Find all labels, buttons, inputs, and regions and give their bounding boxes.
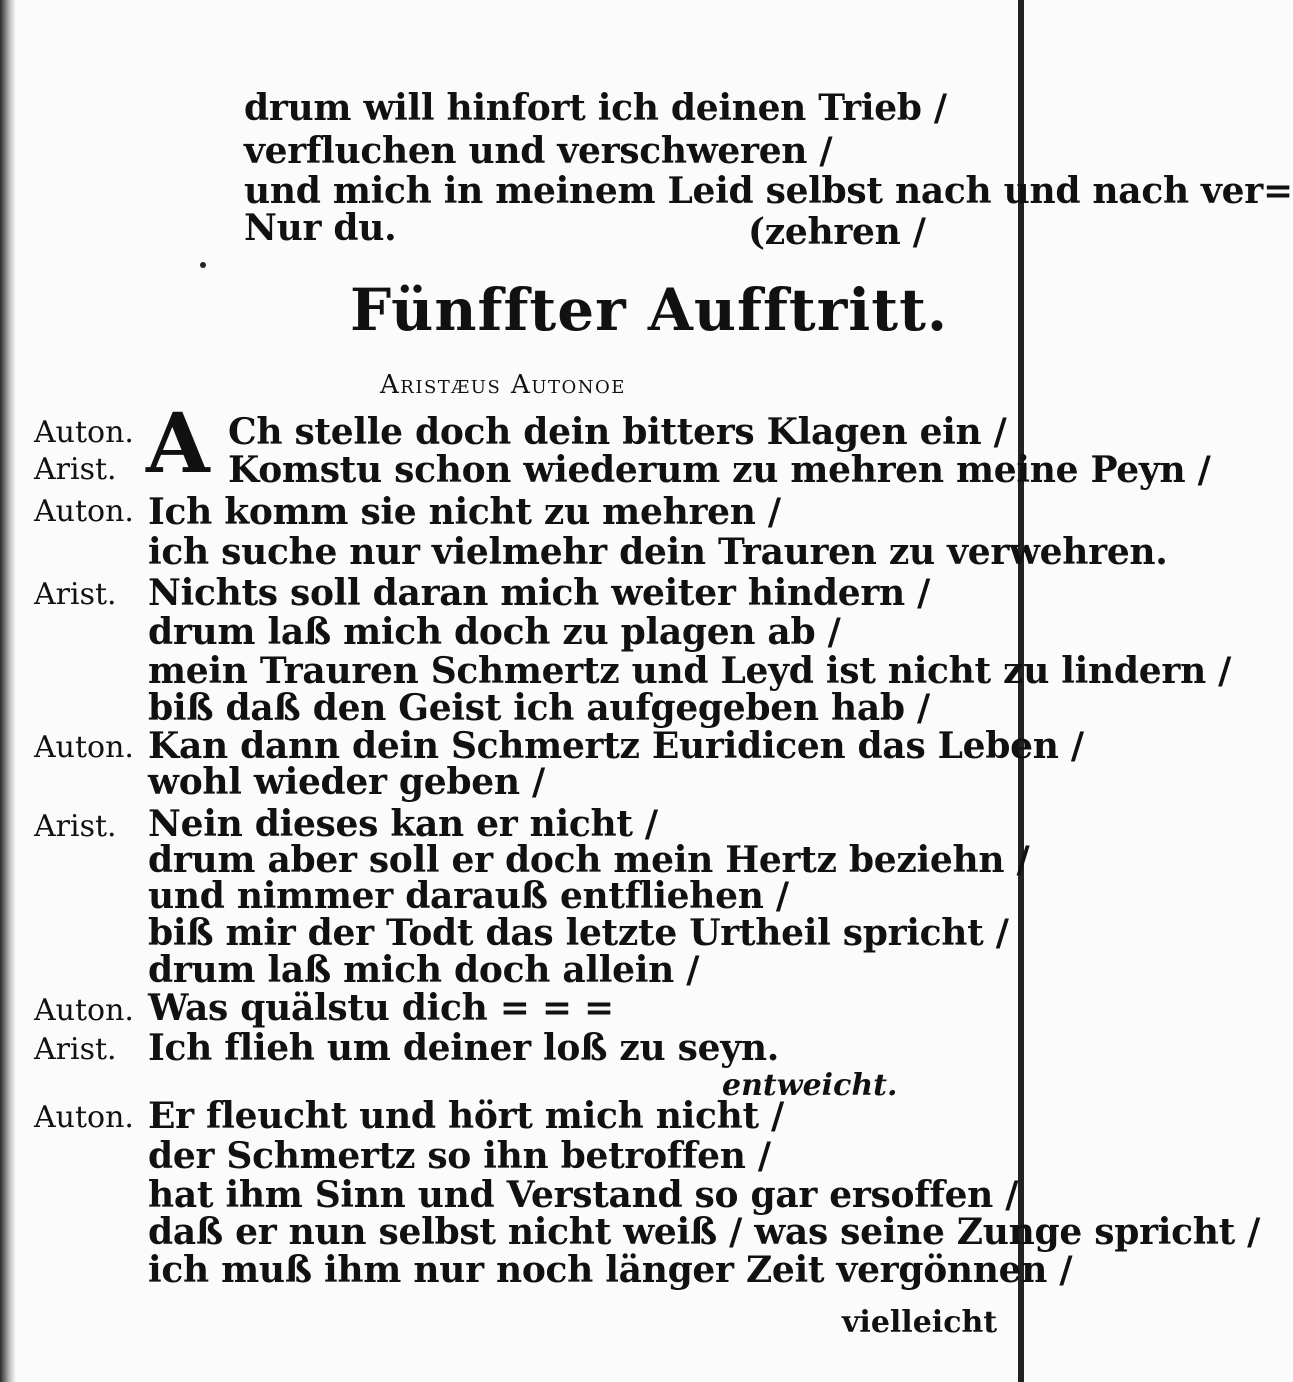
drop-cap: A: [146, 396, 210, 492]
dialogue-line: daß er nun selbst nicht weiß / was seine Zunge spricht /: [148, 1211, 1261, 1253]
text-line: Nur du.: [244, 207, 397, 249]
dialogue-line: drum aber soll er doch mein Hertz beziehn /: [148, 839, 1030, 881]
text-line: (zehren /: [748, 211, 926, 253]
dialogue-line: ich suche nur vielmehr dein Trauren zu verwehren.: [148, 531, 1168, 573]
speaker-label: Arist.: [34, 452, 117, 487]
dialogue-line: biß mir der Todt das letzte Urtheil spricht /: [148, 912, 1009, 954]
dialogue-line: der Schmertz so ihn betroffen /: [148, 1135, 771, 1177]
scene-title: Fünffter Aufftritt.: [350, 276, 949, 344]
dialogue-line: Komstu schon wiederum zu mehren meine Peyn /: [228, 449, 1211, 491]
speaker-label: Auton.: [34, 1100, 134, 1135]
speaker-label: Auton.: [34, 494, 134, 529]
dialogue-line: ich muß ihm nur noch länger Zeit vergönnen /: [148, 1249, 1073, 1291]
dialogue-line: Was quälstu dich = = =: [148, 987, 614, 1029]
speaker-label: Auton.: [34, 993, 134, 1028]
text-line: und mich in meinem Leid selbst nach und nach ver=: [244, 170, 1293, 212]
dialogue-line: und nimmer darauß entfliehen /: [148, 875, 789, 917]
speaker-label: Arist.: [34, 577, 117, 612]
speaker-label: Auton.: [34, 415, 134, 450]
dialogue-line: Kan dann dein Schmertz Euridicen das Leben /: [148, 725, 1084, 767]
dialogue-line: Er fleucht und hört mich nicht /: [148, 1095, 784, 1137]
characters-heading: Aristæus Autonoe: [380, 370, 626, 400]
dialogue-line: mein Trauren Schmertz und Leyd ist nicht zu lindern /: [148, 650, 1232, 692]
ink-dot: [200, 262, 206, 268]
text-line: verfluchen und verschweren /: [244, 130, 833, 172]
text-line: drum will hinfort ich deinen Trieb /: [244, 87, 947, 129]
dialogue-line: drum laß mich doch allein /: [148, 949, 700, 991]
dialogue-line: Ich flieh um deiner loß zu seyn.: [148, 1027, 779, 1069]
speaker-label: Arist.: [34, 809, 117, 844]
speaker-label: Arist.: [34, 1032, 117, 1067]
dialogue-line: hat ihm Sinn und Verstand so gar ersoffen /: [148, 1174, 1019, 1216]
catchword: vielleicht: [842, 1305, 998, 1340]
dialogue-line: Nichts soll daran mich weiter hindern /: [148, 572, 930, 614]
page-left-edge: [0, 0, 16, 1382]
dialogue-line: drum laß mich doch zu plagen ab /: [148, 611, 841, 653]
dialogue-line: Nein dieses kan er nicht /: [148, 803, 658, 845]
dialogue-line: Ich komm sie nicht zu mehren /: [148, 491, 781, 533]
dialogue-line: wohl wieder geben /: [148, 761, 545, 803]
dialogue-line: biß daß den Geist ich aufgegeben hab /: [148, 687, 930, 729]
speaker-label: Auton.: [34, 730, 134, 765]
stage-direction: entweicht.: [722, 1068, 898, 1103]
dialogue-line: Ch stelle doch dein bitters Klagen ein /: [228, 411, 1007, 453]
